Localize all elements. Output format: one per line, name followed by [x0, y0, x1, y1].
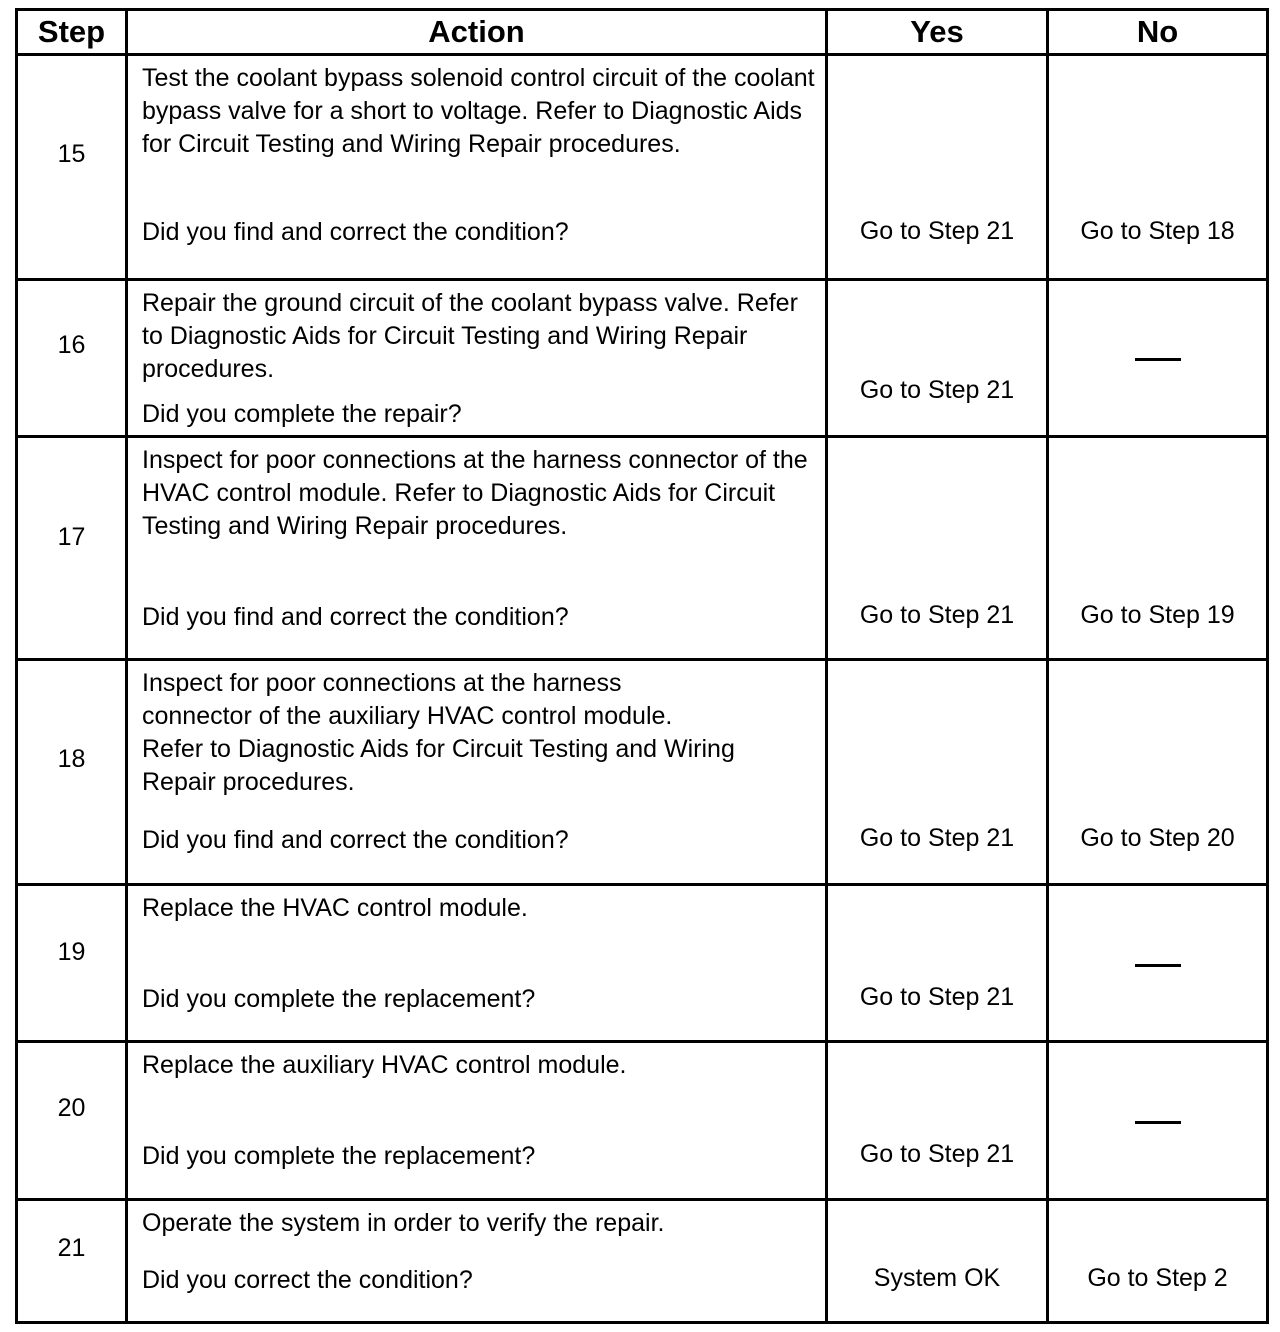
action-text: Operate the system in order to verify the repair.: [142, 1208, 665, 1237]
diagnostic-table: [15, 8, 1269, 1324]
table-row: [17, 1042, 1268, 1199]
step-cell: [17, 659, 127, 884]
step-number: 20: [57, 1093, 86, 1122]
step-number: 15: [57, 140, 86, 169]
action-question: Did you complete the replacement?: [142, 1142, 536, 1171]
dash-icon: [1135, 358, 1181, 361]
header-yes: Yes: [827, 10, 1048, 55]
yes-answer: Go to Step 21: [859, 217, 1015, 245]
action-cell: [127, 1042, 827, 1199]
step-cell: [17, 1199, 127, 1322]
yes-cell: [827, 55, 1048, 280]
step-number: 16: [57, 331, 86, 360]
action-cell: [127, 437, 827, 660]
yes-cell: [827, 437, 1048, 660]
no-cell: [1048, 55, 1268, 280]
table-row: [17, 659, 1268, 884]
action-cell: [127, 279, 827, 436]
action-text: Replace the HVAC control module.: [142, 893, 528, 922]
action-text: Repair the ground circuit of the coolant bypass valve. Refer to Diagnostic Aids for Circuit Testing and Wiring Repair procedures.: [142, 288, 798, 383]
no-answer: Go to Step 2: [1087, 1263, 1228, 1292]
table-row: [17, 1199, 1268, 1322]
table-row: [17, 55, 1268, 280]
action-text: Replace the auxiliary HVAC control module.: [142, 1051, 627, 1080]
action-cell: [127, 1199, 827, 1322]
header-row: [17, 10, 1268, 55]
action-question: Did you correct the condition?: [142, 1265, 473, 1294]
step-cell: [17, 884, 127, 1041]
action-question: Did you find and correct the condition?: [142, 603, 569, 632]
step-cell: [17, 437, 127, 660]
step-number: 18: [57, 745, 86, 774]
no-answer: Go to Step 20: [1080, 823, 1235, 852]
yes-answer: Go to Step 21: [859, 823, 1015, 852]
step-cell: [17, 279, 127, 436]
dash-icon: [1135, 964, 1181, 967]
action-question: Did you complete the replacement?: [142, 984, 536, 1013]
yes-cell: [827, 279, 1048, 436]
yes-answer: System OK: [873, 1263, 1001, 1292]
no-answer: Go to Step 18: [1080, 217, 1235, 245]
no-cell: [1048, 1042, 1268, 1199]
action-cell: [127, 55, 827, 280]
action-cell: [127, 884, 827, 1041]
yes-cell: [827, 659, 1048, 884]
action-question: Did you find and correct the condition?: [142, 825, 569, 854]
header-action: Action: [127, 10, 827, 55]
action-text: Inspect for poor connections at the harness connector of the HVAC control module. Refer to Diagnostic Aids for Circuit Testing and Wiring Repair procedures.: [142, 446, 808, 541]
yes-answer: Go to Step 21: [859, 1140, 1015, 1169]
action-text: Inspect for poor connections at the harness connector of the auxiliary HVAC control module. Refer to Diagnostic Aids for Circuit Testing and Wiring Repair procedures.: [142, 668, 735, 796]
no-cell: [1048, 437, 1268, 660]
action-question: Did you find and correct the condition?: [142, 218, 569, 246]
yes-cell: [827, 884, 1048, 1041]
no-cell: [1048, 884, 1268, 1041]
action-cell: [127, 659, 827, 884]
header-no: No: [1048, 10, 1268, 55]
step-number: 19: [57, 938, 86, 967]
no-cell: [1048, 1199, 1268, 1322]
yes-answer: Go to Step 21: [859, 601, 1015, 630]
step-number: 21: [57, 1234, 86, 1263]
header-step: Step: [17, 10, 127, 55]
action-question: Did you complete the repair?: [142, 399, 462, 428]
no-cell: [1048, 279, 1268, 436]
no-cell: [1048, 659, 1268, 884]
table-row: [17, 884, 1268, 1041]
yes-cell: [827, 1042, 1048, 1199]
dash-icon: [1135, 1121, 1181, 1124]
no-answer: Go to Step 19: [1080, 601, 1235, 630]
action-text: Test the coolant bypass solenoid control circuit of the coolant bypass valve for a short to voltage. Refer to Diagnostic Aids for Circuit Testing and Wiring Repair procedures.: [142, 64, 815, 158]
step-cell: [17, 1042, 127, 1199]
yes-answer: Go to Step 21: [859, 375, 1015, 404]
table-row: [17, 279, 1268, 436]
yes-answer: Go to Step 21: [859, 982, 1015, 1011]
step-cell: [17, 55, 127, 280]
table-row: [17, 437, 1268, 660]
step-number: 17: [57, 522, 86, 551]
yes-cell: [827, 1199, 1048, 1322]
